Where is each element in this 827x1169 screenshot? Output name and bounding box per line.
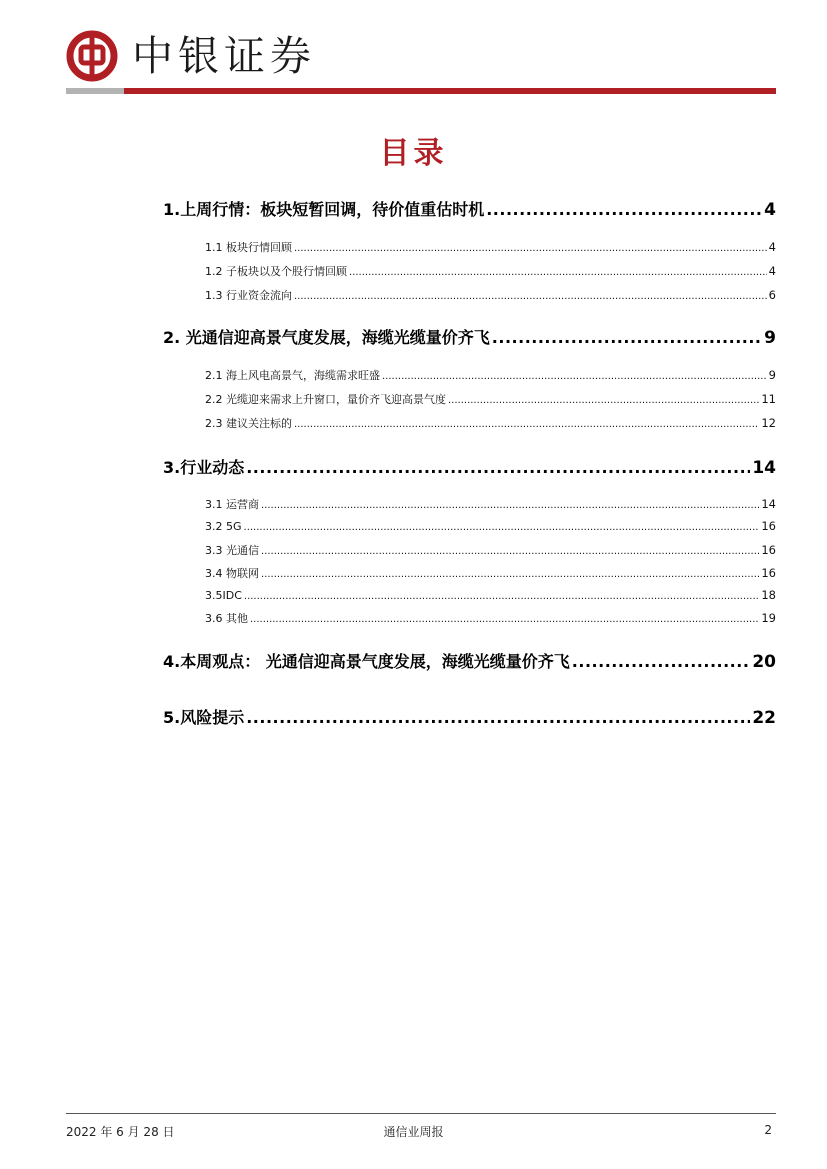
toc-entry-4[interactable] bbox=[0, 649, 827, 672]
toc-entry-page: 4 bbox=[768, 240, 776, 254]
toc-entry-3[interactable] bbox=[0, 455, 827, 478]
toc-entry-1-3[interactable] bbox=[0, 287, 827, 303]
toc-entry-page: 4 bbox=[768, 264, 776, 278]
toc-entry-5[interactable] bbox=[0, 705, 827, 728]
toc-entry-2[interactable] bbox=[0, 325, 827, 348]
toc-entry-page: 14 bbox=[761, 497, 776, 511]
header-rule-red bbox=[124, 88, 776, 94]
toc-entry-label: 1.上周行情：板块短暂回调，待价值重估时机 bbox=[163, 200, 485, 219]
toc-entry-label: 2. 光通信迎高景气度发展，海缆光缆量价齐飞 bbox=[163, 328, 490, 347]
toc-entry-label: 3.2 5G bbox=[205, 520, 242, 533]
toc-entry-page: 14 bbox=[752, 458, 776, 478]
footer-rule bbox=[66, 1113, 776, 1114]
toc-entry-page: 16 bbox=[761, 519, 776, 533]
toc-entry-1-1[interactable] bbox=[0, 239, 827, 255]
footer-page-number: 2 bbox=[764, 1123, 772, 1137]
toc-entry-2-2[interactable] bbox=[0, 391, 827, 407]
toc-entry-label: 1.1 板块行情回顾 bbox=[205, 241, 292, 254]
toc-leader bbox=[261, 546, 759, 557]
brand-name: 中银证券 bbox=[132, 31, 316, 80]
toc-leader bbox=[246, 708, 750, 727]
toc-entry-page: 12 bbox=[761, 416, 776, 430]
toc-entry-label: 3.5IDC bbox=[205, 589, 242, 602]
toc-entry-label: 2.2 光缆迎来需求上升窗口，量价齐飞迎高景气度 bbox=[205, 393, 446, 406]
toc-leader bbox=[244, 522, 760, 533]
toc-entry-2-1[interactable] bbox=[0, 367, 827, 383]
company-logo bbox=[66, 30, 316, 82]
bank-of-china-logo-icon bbox=[66, 30, 118, 82]
toc-entry-label: 5.风险提示 bbox=[163, 708, 245, 727]
toc-entry-3-5[interactable] bbox=[0, 588, 827, 602]
toc-entry-page: 22 bbox=[752, 708, 776, 728]
toc-entry-label: 4.本周观点： 光通信迎高景气度发展，海缆光缆量价齐飞 bbox=[163, 652, 570, 671]
toc-entry-label: 3.6 其他 bbox=[205, 612, 248, 625]
toc-entry-2-3[interactable] bbox=[0, 415, 827, 431]
toc-leader bbox=[294, 419, 759, 430]
toc-entry-label: 3.3 光通信 bbox=[205, 544, 259, 557]
toc-leader bbox=[294, 291, 767, 302]
toc-entry-page: 6 bbox=[768, 288, 776, 302]
footer-report-type: 通信业周报 bbox=[383, 1125, 444, 1139]
toc-entry-page: 9 bbox=[768, 368, 776, 382]
toc-entry-3-2[interactable] bbox=[0, 519, 827, 533]
toc-leader bbox=[492, 328, 762, 347]
toc-entry-3-4[interactable] bbox=[0, 565, 827, 581]
toc-entry-page: 4 bbox=[764, 200, 776, 220]
toc-entry-1[interactable] bbox=[0, 197, 827, 220]
toc-leader bbox=[349, 267, 767, 278]
toc-leader bbox=[244, 591, 759, 602]
toc-leader bbox=[261, 569, 759, 580]
toc-leader bbox=[246, 458, 750, 477]
toc-entry-page: 9 bbox=[764, 328, 776, 348]
toc-entry-page: 19 bbox=[761, 611, 776, 625]
toc-entry-label: 3.行业动态 bbox=[163, 458, 245, 477]
toc-leader bbox=[250, 614, 759, 625]
toc-entry-label: 2.3 建议关注标的 bbox=[205, 417, 292, 430]
toc-leader bbox=[261, 500, 759, 511]
toc-entry-page: 18 bbox=[761, 588, 776, 602]
toc-entry-page: 20 bbox=[752, 652, 776, 672]
toc-entry-1-2[interactable] bbox=[0, 263, 827, 279]
toc-leader bbox=[486, 200, 762, 219]
toc-entry-label: 1.2 子板块以及个股行情回顾 bbox=[205, 265, 347, 278]
toc-entry-label: 3.4 物联网 bbox=[205, 567, 259, 580]
toc-leader bbox=[382, 371, 767, 382]
header-rule-gray bbox=[66, 88, 124, 94]
toc-entry-page: 11 bbox=[761, 392, 776, 406]
toc-entry-3-6[interactable] bbox=[0, 610, 827, 626]
toc-entry-3-3[interactable] bbox=[0, 542, 827, 558]
toc-leader bbox=[294, 243, 767, 254]
toc-title: 目录 bbox=[379, 136, 448, 171]
toc-leader bbox=[448, 395, 759, 406]
toc-entry-label: 2.1 海上风电高景气，海缆需求旺盛 bbox=[205, 369, 380, 382]
toc-entry-3-1[interactable] bbox=[0, 496, 827, 512]
toc-entry-page: 16 bbox=[761, 543, 776, 557]
toc-entry-label: 3.1 运营商 bbox=[205, 498, 259, 511]
toc-entry-label: 1.3 行业资金流向 bbox=[205, 289, 292, 302]
footer-date: 2022 年 6 月 28 日 bbox=[66, 1125, 175, 1139]
toc-entry-page: 16 bbox=[761, 566, 776, 580]
toc-leader bbox=[572, 652, 751, 671]
